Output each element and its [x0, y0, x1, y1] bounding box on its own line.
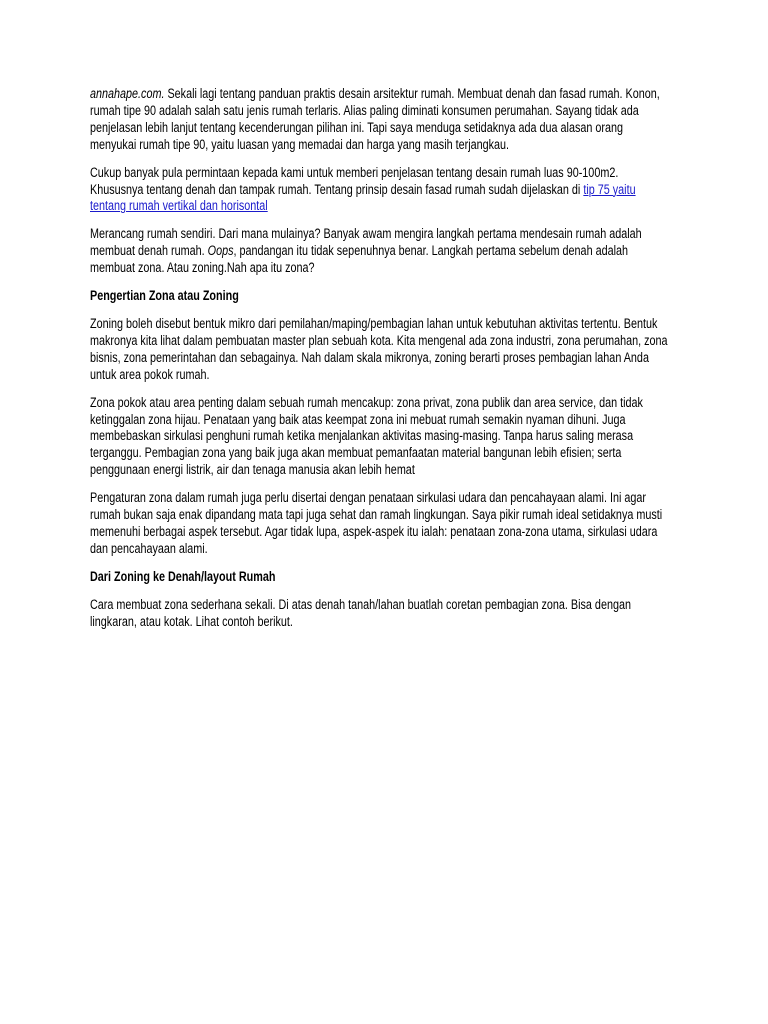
- pengaturan-zona-paragraph: [90, 490, 670, 558]
- heading-dari-zoning-ke-denah: [90, 569, 670, 586]
- text-run: Zona pokok atau area penting dalam sebuah rumah mencakup: zona privat, zona publik dan area service, dan tidak ketinggalan zona hijau. Penataan yang baik atas keempat zona ini mebuat rumah semakin nyaman dihuni. Juga membebaskan sirkulasi penghuni rumah ketika menjalankan aktivitas masing-masing. Tanpa harus saling merasa terganggu. Pembagian zona yang baik juga akan membuat pemanfaatan material bangunan lebih efisien; serta penggunaan energi listrik, air dan tenaga manusia akan lebih hemat: [90, 394, 643, 478]
- article: [90, 86, 670, 641]
- text-run: Pengaturan zona dalam rumah juga perlu disertai dengan penataan sirkulasi udara dan pencahayaan alami. Ini agar rumah bukan saja enak dipandang mata tapi juga sehat dan ramah lingkungan. Saya pikir rumah ideal setidaknya musti memenuhi berbagai aspek tersebut. Agar tidak lupa, aspek-aspek itu ialah: penataan zona-zona utama, sirkulasi udara dan pencahayaan alami.: [90, 490, 663, 556]
- text-run: Pengertian Zona atau Zoning: [90, 288, 239, 304]
- text-run: Cara membuat zona sederhana sekali. Di atas denah tanah/lahan buatlah coretan pembagian zona. Bisa dengan lingkaran, atau kotak. Lihat contoh berikut.: [90, 596, 631, 629]
- text-run: Sekali lagi tentang panduan praktis desain arsitektur rumah. Membuat denah dan fasad rumah. Konon, rumah tipe 90 adalah salah satu jenis rumah terlaris. Alias paling diminati konsumen perumahan. Sayang tidak ada penjelasan lebih lanjut tentang kecenderungan pilihan ini. Tapi saya menduga setidaknya ada dua alasan orang menyukai rumah tipe 90, yaitu luasan yang memadai dan harga yang masih terjangkau.: [90, 86, 660, 152]
- text-run: Cukup banyak pula permintaan kepada kami untuk memberi penjelasan tentang desain rumah luas 90-100m2. Khususnya tentang denah dan tampak rumah. Tentang prinsip desain fasad rumah sudah dijelaskan di: [90, 164, 619, 197]
- merancang-paragraph: [90, 226, 670, 277]
- heading-pengertian-zona: [90, 288, 670, 305]
- intro-paragraph: [90, 86, 670, 154]
- text-run: Zoning boleh disebut bentuk mikro dari pemilahan/maping/pembagian lahan untuk kebutuhan aktivitas tertentu. Bentuk makronya kita lihat dalam pembuatan master plan sebuah kota. Kita mengenal ada zona industri, zona perumahan, zona bisnis, zona pemerintahan dan sebagainya. Nah dalam skala mikronya, zoning berarti proses pembagian lahan Anda untuk area pokok rumah.: [90, 315, 668, 382]
- zona-pokok-paragraph: [90, 395, 670, 480]
- italic-text-run: Oops: [207, 243, 234, 259]
- tip-75-link[interactable]: tip 75 yaitu tentang rumah vertikal dan horisontal: [90, 181, 636, 214]
- text-run: , pandangan itu tidak sepenuhnya benar. Langkah pertama sebelum denah adalah membuat zona. Atau zoning.Nah apa itu zona?: [90, 243, 629, 276]
- text-run: Merancang rumah sendiri. Dari mana mulainya? Banyak awam mengira langkah pertama mendesain rumah adalah membuat denah rumah.: [90, 226, 642, 259]
- zoning-definition-paragraph: [90, 316, 670, 384]
- request-paragraph: [90, 165, 670, 216]
- italic-text-run: annahape.com.: [90, 86, 165, 101]
- text-run: Dari Zoning ke Denah/layout Rumah: [90, 568, 276, 584]
- cara-membuat-zona-paragraph: [90, 597, 670, 631]
